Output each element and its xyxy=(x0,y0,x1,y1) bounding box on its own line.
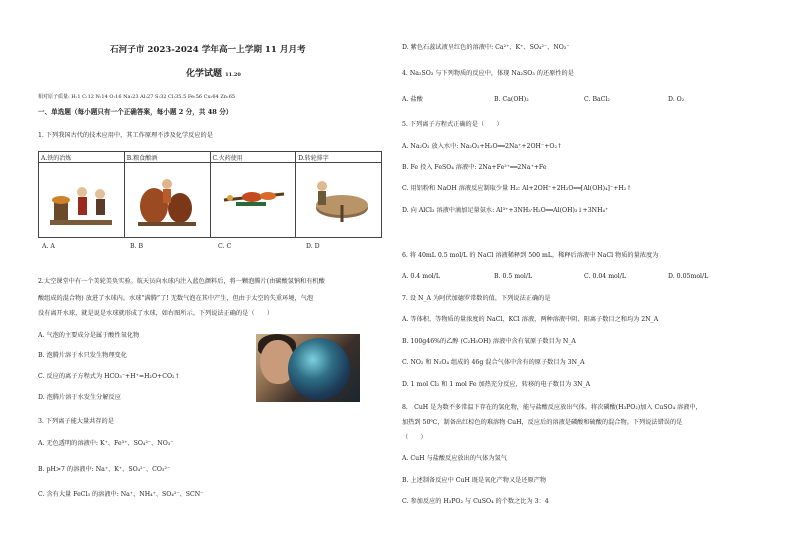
q2-option-c: C. 反应的离子方程式为 HCO₃⁻+H⁺=H₂O+CO₂↑ xyxy=(38,373,180,380)
wine-brewing-figure-icon xyxy=(132,170,202,230)
q1-footer-c: C. C xyxy=(218,243,232,250)
q2-option-b: B. 泡腾片溶于水只发生物理变化 xyxy=(38,352,127,359)
water-ball-photo xyxy=(256,334,360,402)
type-wheel-figure-icon xyxy=(304,170,374,230)
q8-stem-line-2: 加热到 50℃，制备出红棕色的难溶物 CuH，反应后的溶液是磷酸和硫酸的混合物。下列说法错误的是 xyxy=(402,419,683,426)
q1-header-b: B.粮食酿酒 xyxy=(124,152,210,163)
q8-option-a: A. CuH 与盐酸反应放出的气体为氢气 xyxy=(402,455,507,462)
q4-stem: 4. Na₂SO₃ 与下列物质的反应中，体现 Na₂SO₃ 的还原性的是 xyxy=(402,70,574,77)
q5-option-d: D. 向 AlCl₃ 溶液中滴加足量氨水: Al³⁺+3NH₃·H₂O══Al(OH)₃↓+3NH₄⁺ xyxy=(402,207,609,214)
q6-option-b: B. 0.5 mol/L xyxy=(494,273,533,280)
q5-stem: 5. 下列离子方程式正确的是（ ） xyxy=(402,121,503,128)
exam-title: 石河子市 2023-2024 学年高一上学期 11 月月考 xyxy=(110,45,306,55)
q7-option-c: C. NO₂ 和 N₂O₄ 组成的 46g 混合气体中含有的原子数目为 3N_A xyxy=(402,359,585,366)
q2-stem-line-1: 2.太空课堂中有一个美轮美奂实验。航天员向水球内注入蓝色颜料后，将一颗泡腾片(由碳酸氢钠和有机酸 xyxy=(38,278,325,285)
q3-stem: 3. 下列离子能大量共存的是 xyxy=(38,418,114,425)
q1-footer-a: A. A xyxy=(42,243,55,250)
q2-stem-line-3: 没有离开水球，就是说是水球就形成了水球，如右图所示。下列说法正确的是（ ） xyxy=(38,310,274,317)
q1-header-a: A.铁的冶炼 xyxy=(39,152,125,163)
q7-option-d: D. 1 mol Cl₂ 和 1 mol Fe 加热充分反应，转移的电子数目为 3N_A xyxy=(402,381,591,388)
gunpowder-figure-icon xyxy=(218,170,288,230)
water-ball-shape xyxy=(288,338,350,400)
q8-option-c: C. 参加反应的 H₃PO₂ 与 CuSO₄ 的个数之比为 3：4 xyxy=(402,498,549,505)
q1-header-d: D.转轮排字 xyxy=(296,152,382,163)
q3-option-a: A. 无色透明的溶液中: K⁺、Fe³⁺、SO₄²⁻、NO₃⁻ xyxy=(38,440,174,447)
q8-option-b: B. 上述制备反应中 CuH 既是氧化产物又是还原产物 xyxy=(402,477,547,484)
q7-option-a: A. 等体积、等物质的量浓度的 NaCl、KCl 溶液，两种溶液中阴、阳离子数目之和均为 2N_A xyxy=(402,316,659,323)
q6-option-a: A. 0.4 mol/L xyxy=(402,273,440,280)
atomic-masses: 相对原子质量: H:1 C:12 N:14 O:16 Na:23 Al:27 S:32 Cl:35.5 Fe:56 Cu:64 Zn:65 xyxy=(38,94,236,100)
q3-option-b: B. pH>7 的溶液中: Na⁺、K⁺、SO₄²⁻、CO₃²⁻ xyxy=(38,466,171,473)
q1-footer-d: D. D xyxy=(306,243,320,250)
q4-option-a: A. 盐酸 xyxy=(402,96,423,103)
q3-option-c: C. 含有大量 FeCl₃ 的溶液中: Na⁺、NH₄⁺、SO₄²⁻、SCN⁻ xyxy=(38,491,204,498)
iron-smelting-figure-icon xyxy=(46,170,116,230)
q8-stem-line-3: （ ） xyxy=(402,434,427,441)
q3-option-d: D. 紫色石蕊试液呈红色的溶液中: Ca²⁺、K⁺、SO₄²⁻、NO₃⁻ xyxy=(402,44,570,51)
q2-option-d: D. 泡腾片溶于水发生分解反应 xyxy=(38,394,121,401)
q4-option-b: B. Ca(OH)₂ xyxy=(494,96,529,103)
q4-option-d: D. O₂ xyxy=(668,96,685,103)
q2-option-a: A. 气泡的主要成分是属于酸性氧化物 xyxy=(38,332,140,339)
q5-option-a: A. Na₂O₂ 放入水中: Na₂O₂+H₂O══2Na⁺+2OH⁻+O₂↑ xyxy=(402,143,563,150)
q1-table xyxy=(38,151,382,238)
q6-option-d: D. 0.05mol/L xyxy=(668,273,709,280)
q1-footer-b: B. B xyxy=(130,243,144,250)
q1-stem: 1. 下列我国古代的技术应用中，其工作原理不涉及化学反应的是 xyxy=(38,132,213,139)
q6-option-c: C. 0.04 mol/L xyxy=(584,273,626,280)
date-tag: 11.20 xyxy=(225,72,241,78)
section-heading: 一、单选题（每小题只有一个正确答案，每小题 2 分，共 48 分） xyxy=(38,108,233,116)
q4-option-c: C. BaCl₂ xyxy=(584,96,610,103)
q5-option-c: C. 用铝粉和 NaOH 溶液反应制取少量 H₂: Al+2OH⁻+2H₂O══[Al(OH)₄]⁻+H₂↑ xyxy=(402,185,632,192)
q7-stem: 7. 设 N_A 为阿伏加德罗常数的值，下列说法正确的是 xyxy=(402,295,551,302)
q1-header-c: C.火药使用 xyxy=(210,152,296,163)
q5-option-b: B. Fe 投入 FeSO₄ 溶液中: 2Na+Fe²⁺══2Na⁺+Fe xyxy=(402,164,547,171)
q2-stem-line-2: 酸组成的混合物) 放进了水球内。水球“满腾”了! 无数气泡在其中产生，但由于太空的失重环境，气泡 xyxy=(38,295,314,302)
q7-option-b: B. 100g46%的乙醇 (C₂H₅OH) 溶液中含有氧原子数目为 N_A xyxy=(402,338,576,345)
subject-title: 化学试题 11.20 xyxy=(186,69,241,79)
q8-stem-line-1: 8. CuH 是为数不多常温下存在的氢化物，能与盐酸反应放出气体。将次磷酸(H₃PO₂)加入 CuSO₄ 溶液中， xyxy=(402,404,702,411)
q6-stem: 6. 将 40mL 0.5 mol/L 的 NaCl 溶液稀释到 500 mL，稀释后溶液中 NaCl 物质的量浓度为 xyxy=(402,252,659,259)
